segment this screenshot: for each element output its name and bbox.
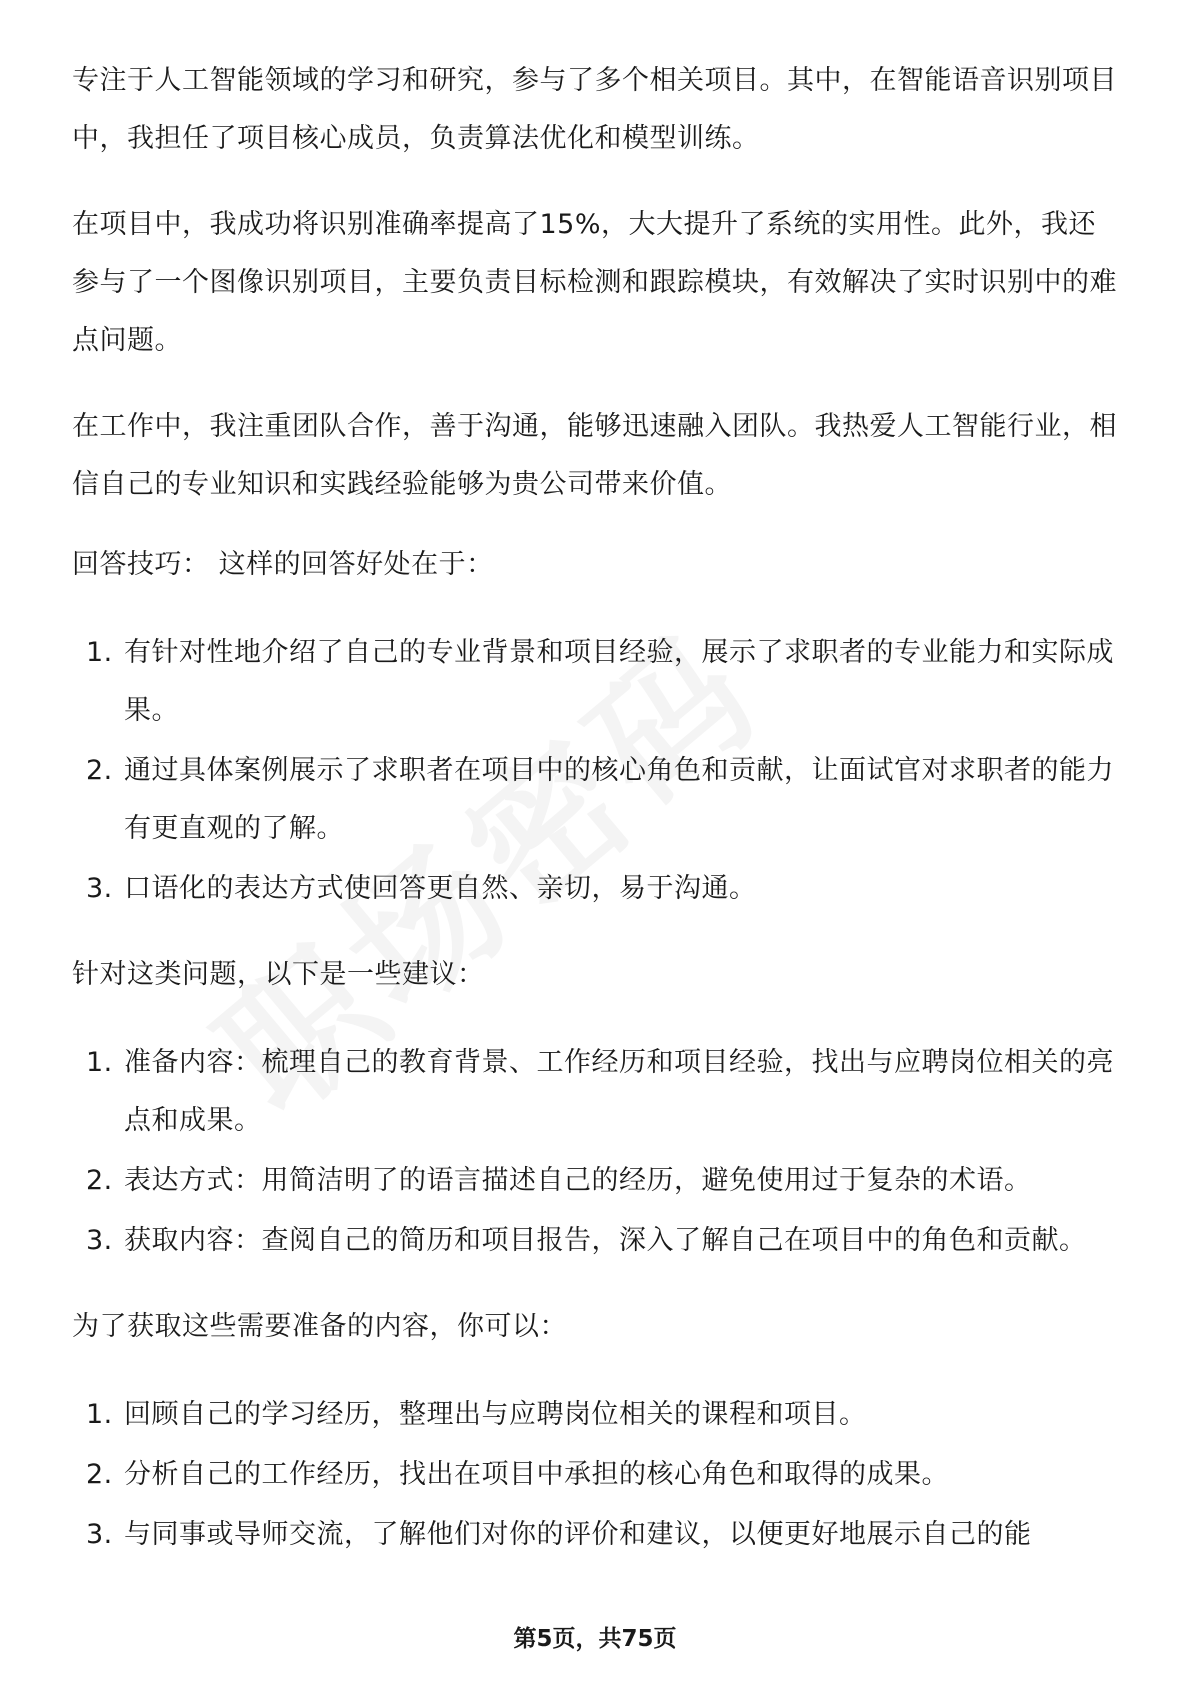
list-item	[72, 860, 1120, 918]
list-item	[72, 742, 1120, 858]
list-number: 3.	[86, 1519, 113, 1550]
list-item	[72, 1386, 1120, 1444]
list-preparation	[72, 1386, 1120, 1564]
document-body	[72, 52, 1120, 1592]
list-number: 1.	[86, 1399, 113, 1430]
list-text: 回顾自己的学习经历，整理出与应聘岗位相关的课程和项目。	[124, 1399, 867, 1430]
list-text: 与同事或导师交流，了解他们对你的评价和建议，以便更好地展示自己的能	[124, 1519, 1032, 1550]
paragraph-project: 在项目中，我成功将识别准确率提高了15%，大大提升了系统的实用性。此外，我还参与了一个图像识别项目，主要负责目标检测和跟踪模块，有效解决了实时识别中的难点问题。	[72, 209, 1117, 356]
heading-answer-tips: 回答技巧： 这样的回答好处在于：	[72, 549, 494, 580]
list-item	[72, 1446, 1120, 1504]
list-item	[72, 1212, 1120, 1270]
list-number: 2.	[86, 1459, 113, 1490]
list-item	[72, 1034, 1120, 1150]
list-number: 3.	[86, 1225, 113, 1256]
list-suggestions	[72, 1034, 1120, 1270]
list-item	[72, 624, 1120, 740]
list-number: 1.	[86, 637, 113, 668]
list-text: 有针对性地介绍了自己的专业背景和项目经验，展示了求职者的专业能力和实际成果。	[124, 637, 1114, 726]
list-number: 1.	[86, 1047, 113, 1078]
list-item	[72, 1506, 1120, 1564]
page-number-footer: 第5页，共75页	[513, 1626, 677, 1652]
list-benefits	[72, 624, 1120, 918]
heading-preparation: 为了获取这些需要准备的内容，你可以：	[72, 1311, 567, 1342]
list-number: 2.	[86, 1165, 113, 1196]
list-text: 获取内容：查阅自己的简历和项目报告，深入了解自己在项目中的角色和贡献。	[124, 1225, 1087, 1256]
list-text: 口语化的表达方式使回答更自然、亲切，易于沟通。	[124, 873, 757, 904]
heading-suggestions: 针对这类问题，以下是一些建议：	[72, 959, 485, 990]
list-text: 准备内容：梳理自己的教育背景、工作经历和项目经验，找出与应聘岗位相关的亮点和成果。	[124, 1047, 1114, 1136]
list-item	[72, 1152, 1120, 1210]
list-text: 通过具体案例展示了求职者在项目中的核心角色和贡献，让面试官对求职者的能力有更直观的了解。	[124, 755, 1114, 844]
list-text: 分析自己的工作经历，找出在项目中承担的核心角色和取得的成果。	[124, 1459, 949, 1490]
paragraph-teamwork: 在工作中，我注重团队合作，善于沟通，能够迅速融入团队。我热爱人工智能行业，相信自己的专业知识和实践经验能够为贵公司带来价值。	[72, 411, 1117, 500]
list-number: 3.	[86, 873, 113, 904]
paragraph-intro: 专注于人工智能领域的学习和研究，参与了多个相关项目。其中，在智能语音识别项目中，我担任了项目核心成员，负责算法优化和模型训练。	[72, 65, 1117, 154]
list-text: 表达方式：用简洁明了的语言描述自己的经历，避免使用过于复杂的术语。	[124, 1165, 1032, 1196]
list-number: 2.	[86, 755, 113, 786]
